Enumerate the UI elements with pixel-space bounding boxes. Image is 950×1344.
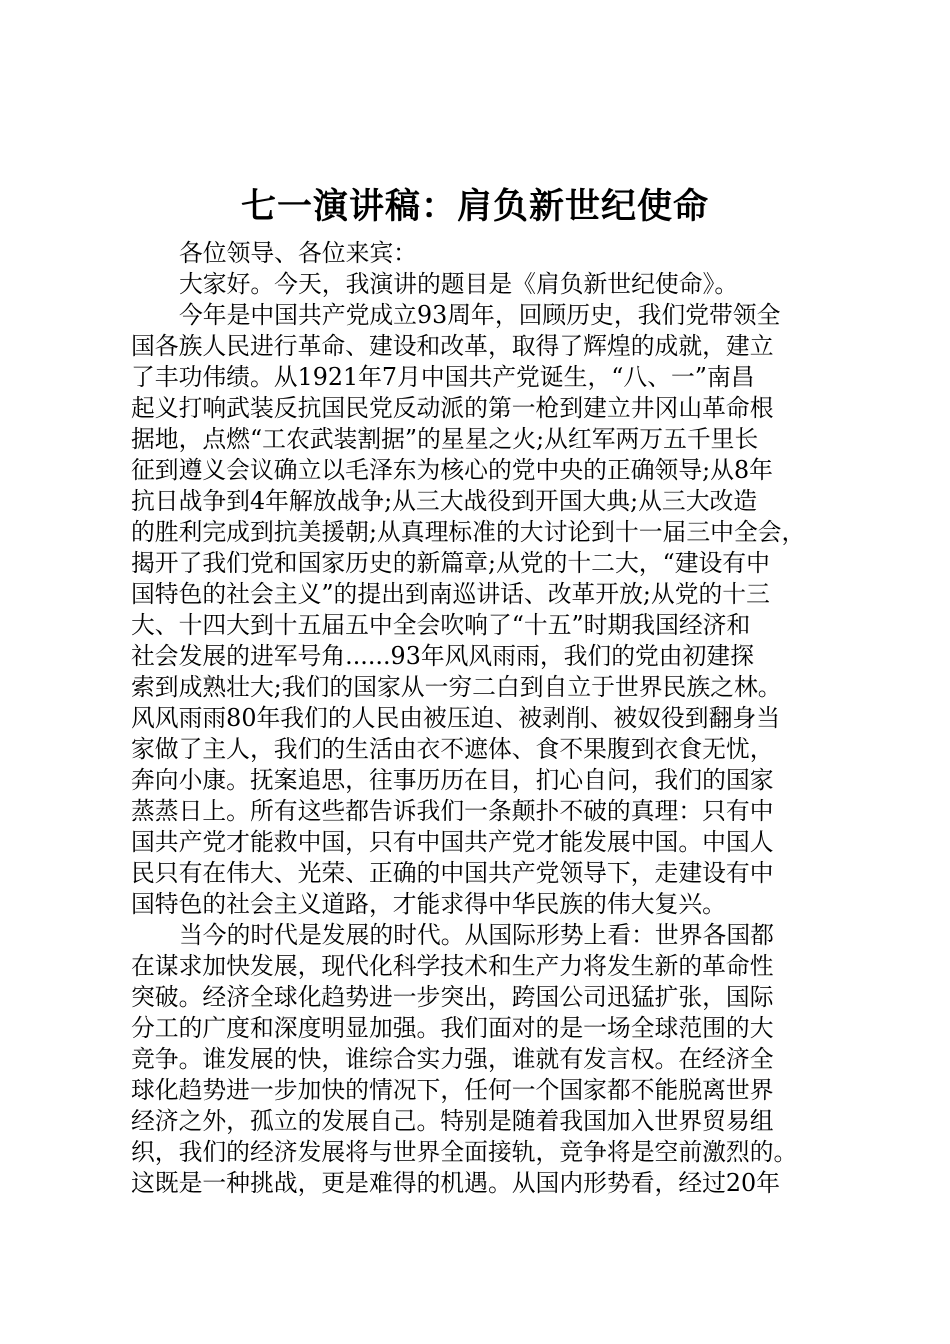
greeting-line: 大家好。今天，我演讲的题目是《肩负新世纪使命》。: [179, 270, 739, 298]
paragraph-line: 国各族人民进行革命、建设和改革，取得了辉煌的成就，建立: [131, 332, 774, 360]
paragraph-line: 奔向小康。抚案追思，往事历历在目，扪心自问，我们的国家: [131, 766, 774, 794]
paragraph-line: 分工的广度和深度明显加强。我们面对的是一场全球范围的大: [131, 1014, 774, 1042]
paragraph-line: 球化趋势进一步加快的情况下，任何一个国家都不能脱离世界: [131, 1076, 774, 1104]
paragraph-line: 突破。经济全球化趋势进一步突出，跨国公司迅猛扩张，国际: [131, 983, 774, 1011]
paragraph-line: 据地，点燃“工农武装割据”的星星之火;从红军两万五千里长: [131, 425, 759, 453]
paragraph-line: 蒸蒸日上。所有这些都告诉我们一条颠扑不破的真理：只有中: [131, 797, 774, 825]
paragraph-line: 国特色的社会主义”的提出到南巡讲话、改革开放;从党的十三: [131, 580, 770, 608]
document-title: 七一演讲稿：肩负新世纪使命: [240, 186, 709, 227]
paragraph-line: 当今的时代是发展的时代。从国际形势上看：世界各国都: [179, 921, 774, 949]
paragraph-line: 经济之外，孤立的发展自己。特别是随着我国加入世界贸易组: [131, 1107, 774, 1135]
paragraph-line: 这既是一种挑战，更是难得的机遇。从国内形势看，经过20年: [131, 1169, 780, 1197]
paragraph-line: 征到遵义会议确立以毛泽东为核心的党中央的正确领导;从8年: [131, 456, 773, 484]
paragraph-line: 家做了主人，我们的生活由衣不遮体、食不果腹到衣食无忧，: [131, 735, 774, 763]
paragraph-line: 起义打响武装反抗国民党反动派的第一枪到建立井冈山革命根: [131, 394, 774, 422]
paragraph-line: 织，我们的经济发展将与世界全面接轨，竞争将是空前激烈的。: [131, 1138, 798, 1166]
paragraph-line: 了丰功伟绩。从1921年7月中国共产党诞生，“八、一”南昌: [131, 363, 755, 391]
paragraph-line: 竞争。谁发展的快，谁综合实力强，谁就有发言权。在经济全: [131, 1045, 774, 1073]
paragraph-line: 风风雨雨80年我们的人民由被压迫、被剥削、被奴役到翻身当: [131, 704, 780, 732]
speech-body: [131, 238, 831, 1199]
paragraph-line: 揭开了我们党和国家历史的新篇章;从党的十二大，“建设有中: [131, 549, 770, 577]
paragraph-line: 在谋求加快发展，现代化科学技术和生产力将发生新的革命性: [131, 952, 774, 980]
paragraph-line: 今年是中国共产党成立93周年，回顾历史，我们党带领全: [179, 301, 781, 329]
paragraph-line: 国共产党才能救中国，只有中国共产党才能发展中国。中国人: [131, 828, 774, 856]
paragraph-line: 抗日战争到4年解放战争;从三大战役到开国大典;从三大改造: [131, 487, 758, 515]
paragraph-line: 索到成熟壮大;我们的国家从一穷二白到自立于世界民族之林。: [131, 673, 782, 701]
paragraph-line: 国特色的社会主义道路，才能求得中华民族的伟大复兴。: [131, 890, 726, 918]
salutation-line: 各位领导、各位来宾：: [179, 239, 417, 267]
paragraph-line: 的胜利完成到抗美援朝;从真理标准的大讨论到十一届三中全会，: [131, 518, 806, 546]
paragraph-line: 民只有在伟大、光荣、正确的中国共产党领导下，走建设有中: [131, 859, 774, 887]
paragraph-line: 社会发展的进军号角......93年风风雨雨，我们的党由初建探: [131, 642, 754, 670]
paragraph-line: 大、十四大到十五届五中全会吹响了“十五”时期我国经济和: [131, 611, 751, 639]
